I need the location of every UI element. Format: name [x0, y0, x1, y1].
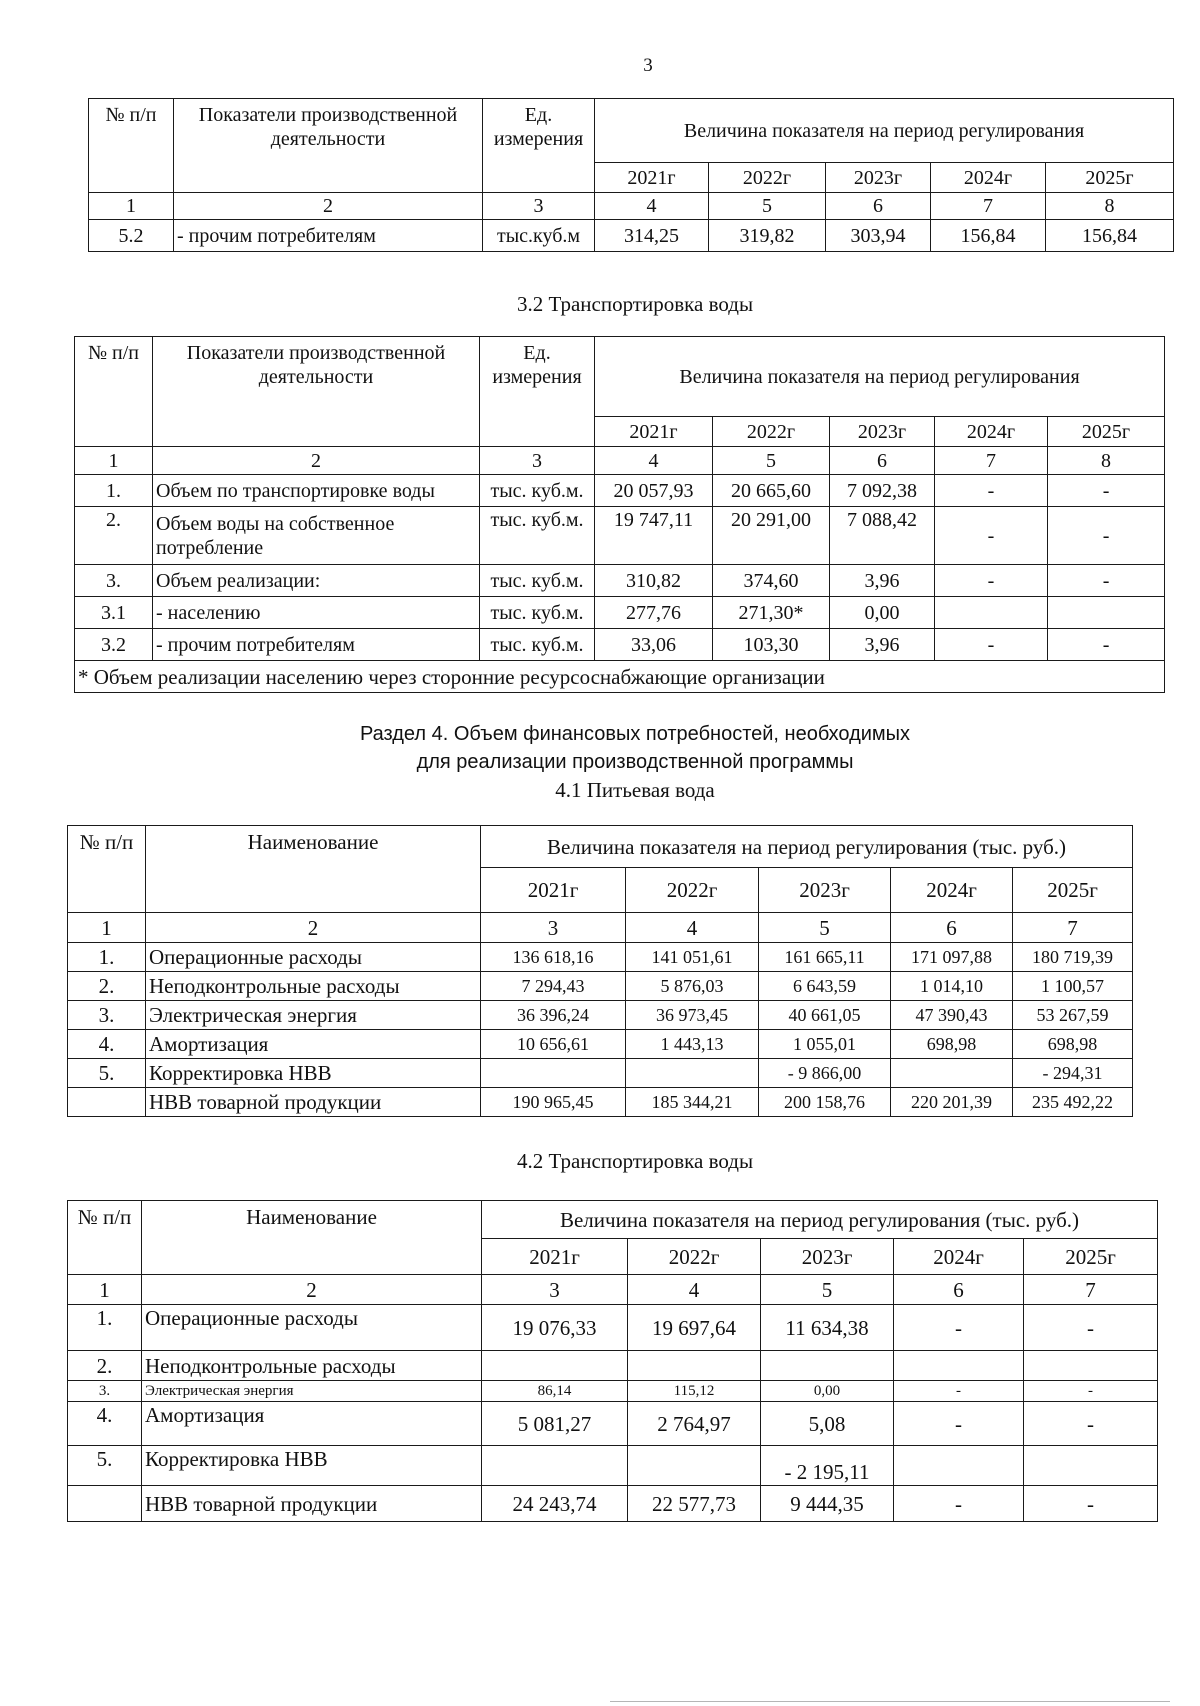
- row-value: 6 643,59: [759, 972, 891, 1001]
- row-value: [1024, 1446, 1158, 1486]
- table-footnote-row: [75, 661, 1165, 693]
- row-value: -: [1024, 1402, 1158, 1446]
- row-num: 1.: [68, 943, 146, 972]
- row-value: 2 764,97: [628, 1402, 761, 1446]
- row-value: 22 577,73: [628, 1486, 761, 1522]
- row-value: 5 876,03: [626, 972, 759, 1001]
- row-value: 3,96: [830, 629, 935, 661]
- header-year: 2022г: [626, 868, 759, 913]
- row-unit: тыс. куб.м.: [480, 629, 595, 661]
- row-value: 36 973,45: [626, 1001, 759, 1030]
- column-number: 5: [709, 193, 826, 220]
- row-value: 374,60: [713, 565, 830, 597]
- row-value: -: [1024, 1381, 1158, 1402]
- column-number: 3: [482, 1275, 628, 1305]
- row-value: 185 344,21: [626, 1088, 759, 1117]
- row-value: 220 201,39: [891, 1088, 1013, 1117]
- header-period: Величина показателя на период регулирования: [595, 337, 1165, 417]
- row-value: 86,14: [482, 1381, 628, 1402]
- column-number: 7: [931, 193, 1046, 220]
- row-value: -: [1048, 565, 1165, 597]
- header-year: 2023г: [830, 417, 935, 447]
- row-value: -: [894, 1381, 1024, 1402]
- row-name: Операционные расходы: [146, 943, 481, 972]
- header-period: Величина показателя на период регулирования (тыс. руб.): [481, 826, 1133, 868]
- row-name: Неподконтрольные расходы: [146, 972, 481, 1001]
- table-row: [68, 1305, 1158, 1351]
- row-name: - прочим потребителям: [153, 629, 480, 661]
- table-row: [68, 943, 1133, 972]
- row-num: 3.: [75, 565, 153, 597]
- row-value: [481, 1059, 626, 1088]
- row-name: Амортизация: [146, 1030, 481, 1059]
- row-name: Электрическая энергия: [146, 1001, 481, 1030]
- row-num: 3.2: [75, 629, 153, 661]
- table-row: [68, 972, 1133, 1001]
- section-4-1-title: 4.1 Питьевая вода: [555, 778, 715, 802]
- row-value: -: [935, 629, 1048, 661]
- table-row: [68, 1030, 1133, 1059]
- table-row: [68, 1351, 1158, 1381]
- row-name: - населению: [153, 597, 480, 629]
- row-value: 136 618,16: [481, 943, 626, 972]
- header-period: Величина показателя на период регулирования (тыс. руб.): [482, 1201, 1158, 1239]
- table-row: [75, 475, 1165, 507]
- row-value: 303,94: [826, 220, 931, 252]
- table-volume-sales: [88, 98, 1173, 252]
- column-number: 4: [595, 193, 709, 220]
- row-num: 4.: [68, 1030, 146, 1059]
- row-value: 19 076,33: [482, 1305, 628, 1351]
- row-value: -: [935, 565, 1048, 597]
- header-year: 2022г: [709, 163, 826, 193]
- header-unit: Ед. измерения: [483, 99, 595, 193]
- row-value: 7 294,43: [481, 972, 626, 1001]
- row-value: 141 051,61: [626, 943, 759, 972]
- table-row-total: [68, 1088, 1133, 1117]
- header-year: 2021г: [481, 868, 626, 913]
- row-value: 5 081,27: [482, 1402, 628, 1446]
- column-number: 6: [830, 447, 935, 475]
- row-value: 115,12: [628, 1381, 761, 1402]
- row-value: 156,84: [931, 220, 1046, 252]
- row-value: 19 697,64: [628, 1305, 761, 1351]
- header-year: 2024г: [894, 1239, 1024, 1275]
- row-value: 698,98: [1013, 1030, 1133, 1059]
- row-value: 190 965,45: [481, 1088, 626, 1117]
- column-number: 5: [713, 447, 830, 475]
- column-number: 4: [595, 447, 713, 475]
- header-year: 2023г: [826, 163, 931, 193]
- row-value: 103,30: [713, 629, 830, 661]
- column-number: 3: [481, 913, 626, 943]
- row-num: 3.1: [75, 597, 153, 629]
- column-number: 6: [894, 1275, 1024, 1305]
- row-name: Объем реализации:: [153, 565, 480, 597]
- footnote: * Объем реализации населению через сторонние ресурсоснабжающие организации: [75, 661, 1165, 693]
- row-value: 47 390,43: [891, 1001, 1013, 1030]
- row-unit: тыс. куб.м.: [480, 597, 595, 629]
- table-drinking-water-finance: [67, 825, 1132, 1117]
- row-name: Операционные расходы: [142, 1305, 482, 1351]
- row-unit: тыс. куб.м.: [480, 475, 595, 507]
- row-value: 277,76: [595, 597, 713, 629]
- row-num: 1.: [75, 475, 153, 507]
- row-value: 9 444,35: [761, 1486, 894, 1522]
- row-value: 1 055,01: [759, 1030, 891, 1059]
- row-value: [482, 1351, 628, 1381]
- row-value: - 2 195,11: [761, 1446, 894, 1486]
- column-number: 4: [626, 913, 759, 943]
- row-value: 3,96: [830, 565, 935, 597]
- header-year: 2024г: [891, 868, 1013, 913]
- row-value: 7 088,42: [830, 507, 935, 565]
- row-value: -: [894, 1305, 1024, 1351]
- header-year: 2024г: [935, 417, 1048, 447]
- header-year: 2025г: [1013, 868, 1133, 913]
- row-value: -: [894, 1402, 1024, 1446]
- table-row: [75, 629, 1165, 661]
- row-value: [894, 1446, 1024, 1486]
- column-number: 2: [142, 1275, 482, 1305]
- column-number: 5: [761, 1275, 894, 1305]
- row-value: [891, 1059, 1013, 1088]
- table-row: [75, 507, 1165, 565]
- row-value: - 9 866,00: [759, 1059, 891, 1088]
- header-indicator: Показатели производственной деятельности: [174, 99, 483, 193]
- header-year: 2022г: [713, 417, 830, 447]
- row-value: -: [935, 475, 1048, 507]
- row-num: [68, 1088, 146, 1117]
- row-value: 314,25: [595, 220, 709, 252]
- header-name: Наименование: [142, 1201, 482, 1275]
- column-number: 1: [75, 447, 153, 475]
- header-year: 2022г: [628, 1239, 761, 1275]
- header-num: № п/п: [75, 337, 153, 447]
- column-number: 2: [153, 447, 480, 475]
- row-num: 2.: [75, 507, 153, 565]
- column-number: 2: [146, 913, 481, 943]
- column-number: 4: [628, 1275, 761, 1305]
- row-value: 11 634,38: [761, 1305, 894, 1351]
- row-num: 3.: [68, 1381, 142, 1402]
- row-name: Электрическая энергия: [142, 1381, 482, 1402]
- row-value: 20 291,00: [713, 507, 830, 565]
- column-number: 3: [480, 447, 595, 475]
- column-number: 5: [759, 913, 891, 943]
- row-value: 161 665,11: [759, 943, 891, 972]
- scan-artifact-line: [610, 1701, 1170, 1702]
- row-value: 180 719,39: [1013, 943, 1133, 972]
- column-number: 6: [891, 913, 1013, 943]
- table-water-transport-volume: [74, 336, 1164, 693]
- row-value: 7 092,38: [830, 475, 935, 507]
- row-name: Корректировка НВВ: [146, 1059, 481, 1088]
- row-value: -: [935, 507, 1048, 565]
- row-value: 310,82: [595, 565, 713, 597]
- row-value: -: [1048, 507, 1165, 565]
- column-number: 6: [826, 193, 931, 220]
- row-num: [68, 1486, 142, 1522]
- row-name: Амортизация: [142, 1402, 482, 1446]
- header-year: 2021г: [482, 1239, 628, 1275]
- header-year: 2025г: [1024, 1239, 1158, 1275]
- row-name: - прочим потребителям: [174, 220, 483, 252]
- row-name: НВВ товарной продукции: [142, 1486, 482, 1522]
- row-value: 24 243,74: [482, 1486, 628, 1522]
- row-value: 33,06: [595, 629, 713, 661]
- row-value: [894, 1351, 1024, 1381]
- row-num: 5.2: [89, 220, 174, 252]
- column-number: 3: [483, 193, 595, 220]
- row-value: 53 267,59: [1013, 1001, 1133, 1030]
- row-num: 2.: [68, 972, 146, 1001]
- row-unit: тыс. куб.м.: [480, 565, 595, 597]
- table-row: [89, 220, 1174, 252]
- row-value: 5,08: [761, 1402, 894, 1446]
- row-num: 3.: [68, 1001, 146, 1030]
- row-num: 5.: [68, 1446, 142, 1486]
- row-value: 1 100,57: [1013, 972, 1133, 1001]
- column-number: 7: [935, 447, 1048, 475]
- row-num: 1.: [68, 1305, 142, 1351]
- header-period: Величина показателя на период регулирования: [595, 99, 1174, 163]
- table-row-total: [68, 1486, 1158, 1522]
- row-value: 319,82: [709, 220, 826, 252]
- column-number: 8: [1046, 193, 1174, 220]
- row-value: -: [1024, 1486, 1158, 1522]
- page-number: 3: [643, 55, 653, 76]
- column-number: 1: [68, 913, 146, 943]
- row-value: [1048, 597, 1165, 629]
- section-4-2-title: 4.2 Транспортировка воды: [516, 1149, 754, 1173]
- row-value: 1 443,13: [626, 1030, 759, 1059]
- column-number: 2: [174, 193, 483, 220]
- row-value: 200 158,76: [759, 1088, 891, 1117]
- row-value: -: [894, 1486, 1024, 1522]
- section-4-title-line2: для реализации производственной программы: [416, 751, 854, 773]
- row-num: 2.: [68, 1351, 142, 1381]
- row-value: 156,84: [1046, 220, 1174, 252]
- table-row: [75, 597, 1165, 629]
- row-value: -: [1048, 629, 1165, 661]
- row-unit: тыс.куб.м: [483, 220, 595, 252]
- row-value: [482, 1446, 628, 1486]
- row-value: - 294,31: [1013, 1059, 1133, 1088]
- header-num: № п/п: [68, 826, 146, 913]
- row-value: 698,98: [891, 1030, 1013, 1059]
- column-number: 7: [1024, 1275, 1158, 1305]
- header-year: 2025г: [1046, 163, 1174, 193]
- row-value: 10 656,61: [481, 1030, 626, 1059]
- table-row: [68, 1059, 1133, 1088]
- row-name: Объем воды на собственное потребление: [153, 507, 480, 565]
- row-num: 4.: [68, 1402, 142, 1446]
- row-value: -: [1024, 1305, 1158, 1351]
- row-value: [626, 1059, 759, 1088]
- row-value: 40 661,05: [759, 1001, 891, 1030]
- row-value: -: [1048, 475, 1165, 507]
- row-value: 271,30*: [713, 597, 830, 629]
- row-name: НВВ товарной продукции: [146, 1088, 481, 1117]
- row-value: 0,00: [761, 1381, 894, 1402]
- row-name: Объем по транспортировке воды: [153, 475, 480, 507]
- row-unit: тыс. куб.м.: [480, 507, 595, 565]
- header-num: № п/п: [68, 1201, 142, 1275]
- row-value: 0,00: [830, 597, 935, 629]
- table-water-transport-finance: [67, 1200, 1157, 1522]
- header-year: 2023г: [761, 1239, 894, 1275]
- header-unit: Ед. измерения: [480, 337, 595, 447]
- header-year: 2023г: [759, 868, 891, 913]
- table-row: [75, 565, 1165, 597]
- table-row: [68, 1402, 1158, 1446]
- section-4-title-line1: Раздел 4. Объем финансовых потребностей, необходимых: [359, 723, 911, 745]
- row-value: [935, 597, 1048, 629]
- column-number: 7: [1013, 913, 1133, 943]
- header-year: 2024г: [931, 163, 1046, 193]
- header-indicator: Показатели производственной деятельности: [153, 337, 480, 447]
- row-num: 5.: [68, 1059, 146, 1088]
- column-number: 1: [89, 193, 174, 220]
- header-year: 2021г: [595, 163, 709, 193]
- header-year: 2025г: [1048, 417, 1165, 447]
- row-value: [761, 1351, 894, 1381]
- row-value: 171 097,88: [891, 943, 1013, 972]
- row-name: Неподконтрольные расходы: [142, 1351, 482, 1381]
- row-value: [1024, 1351, 1158, 1381]
- table-row: [68, 1381, 1158, 1402]
- row-value: 19 747,11: [595, 507, 713, 565]
- header-year: 2021г: [595, 417, 713, 447]
- row-name: Корректировка НВВ: [142, 1446, 482, 1486]
- table-row: [68, 1001, 1133, 1030]
- row-value: 235 492,22: [1013, 1088, 1133, 1117]
- row-value: [628, 1351, 761, 1381]
- row-value: 1 014,10: [891, 972, 1013, 1001]
- row-value: [628, 1446, 761, 1486]
- header-name: Наименование: [146, 826, 481, 913]
- header-num: № п/п: [89, 99, 174, 193]
- row-value: 20 057,93: [595, 475, 713, 507]
- column-number: 1: [68, 1275, 142, 1305]
- column-number: 8: [1048, 447, 1165, 475]
- row-value: 36 396,24: [481, 1001, 626, 1030]
- section-3-2-title: 3.2 Транспортировка воды: [516, 292, 754, 316]
- row-value: 20 665,60: [713, 475, 830, 507]
- table-row: [68, 1446, 1158, 1486]
